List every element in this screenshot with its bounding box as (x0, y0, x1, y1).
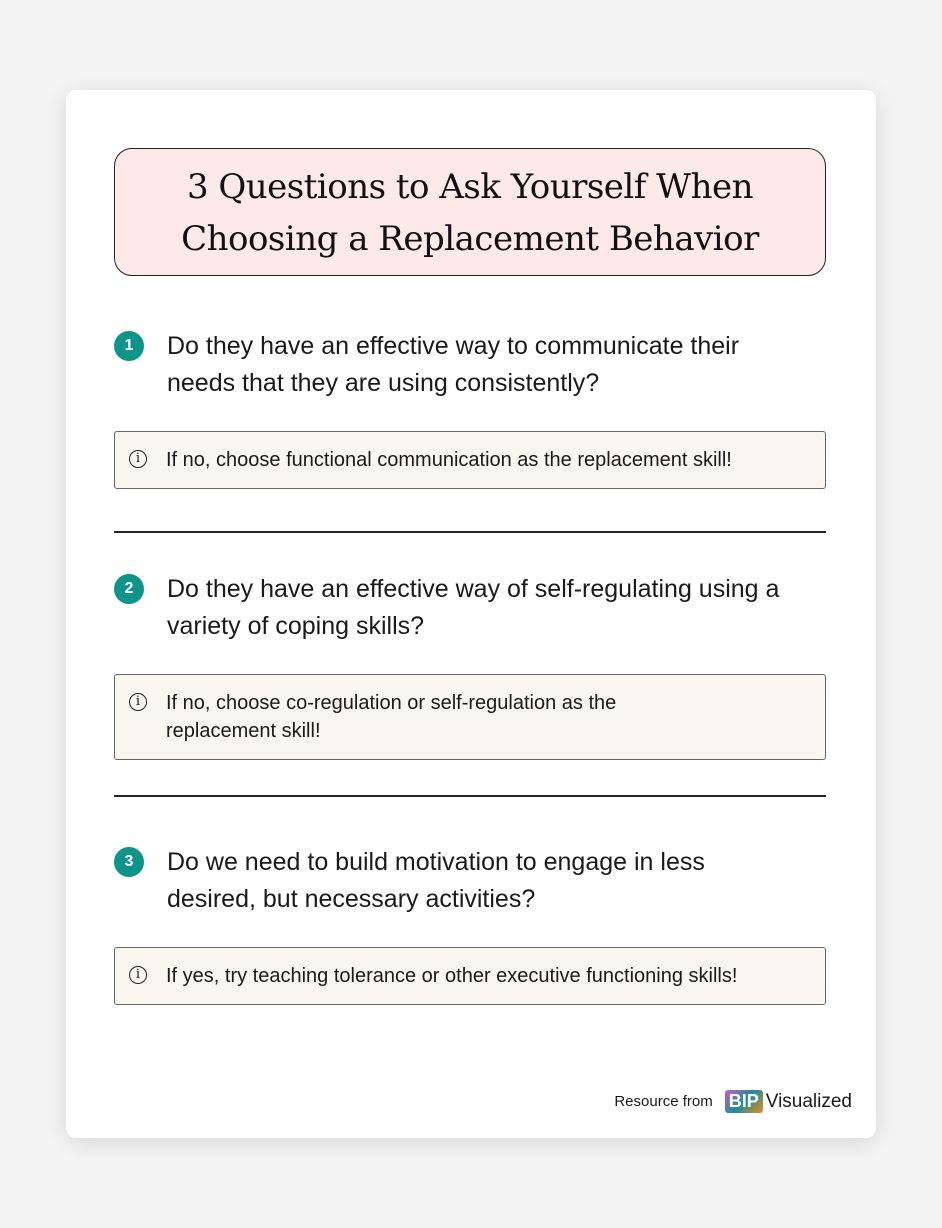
info-icon: i (129, 693, 147, 711)
tip-box (114, 431, 826, 489)
question-2 (114, 571, 826, 760)
tip-box (114, 947, 826, 1005)
question-text: Do they have an effective way to communicate their needs that they are using consistently? (167, 332, 740, 397)
tip-text: If no, choose co-regulation or self-regulation as the replacement skill! (166, 692, 617, 742)
number-badge: 2 (114, 574, 144, 604)
info-icon: i (129, 966, 147, 984)
question-text: Do we need to build motivation to engage in less desired, but necessary activities? (167, 848, 705, 913)
logo-text: Visualized (765, 1090, 852, 1112)
footer-label: Resource from (614, 1093, 713, 1110)
card (66, 90, 876, 1138)
divider (114, 795, 826, 797)
title-line-2: Choosing a Replacement Behavior (181, 219, 759, 259)
tip-text: If yes, try teaching tolerance or other executive functioning skills! (166, 965, 738, 987)
number-badge: 3 (114, 847, 144, 877)
divider (114, 531, 826, 533)
question-text: Do they have an effective way of self-regulating using a variety of coping skills? (167, 575, 780, 640)
question-3 (114, 844, 826, 1005)
tip-box (114, 674, 826, 760)
bip-logo-mark: BIP (725, 1090, 763, 1113)
question-1 (114, 328, 826, 489)
footer (614, 1090, 852, 1113)
page-title (114, 148, 826, 276)
tip-text: If no, choose functional communication as the replacement skill! (166, 449, 732, 471)
number-badge: 1 (114, 331, 144, 361)
info-icon: i (129, 450, 147, 468)
title-line-1: 3 Questions to Ask Yourself When (186, 167, 754, 207)
